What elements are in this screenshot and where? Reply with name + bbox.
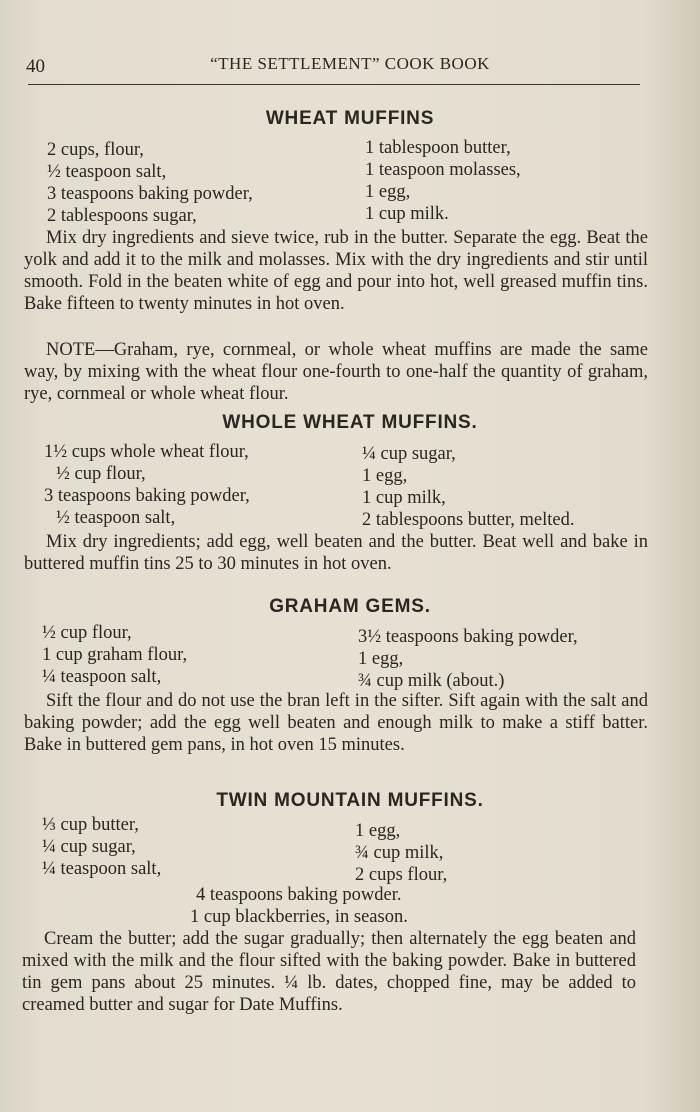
ingredient: ¼ teaspoon salt, xyxy=(42,859,162,879)
ingredient: 3 teaspoons baking powder, xyxy=(44,486,250,506)
recipe-title-whole-wheat-muffins: WHOLE WHEAT MUFFINS. xyxy=(222,412,478,433)
ingredient: 1 tablespoon butter, xyxy=(365,138,511,158)
ingredient: 1 egg, xyxy=(362,466,408,486)
running-title: “THE SETTLEMENT” COOK BOOK xyxy=(210,54,490,73)
ingredient: ¼ teaspoon salt, xyxy=(42,667,162,687)
ingredient: 4 teaspoons baking powder. xyxy=(196,885,402,905)
ingredient: ½ teaspoon salt, xyxy=(56,508,176,528)
ingredient: 1 teaspoon molasses, xyxy=(365,160,521,180)
ingredient: 1 cup blackberries, in season. xyxy=(190,907,408,927)
ingredient: 2 cups, flour, xyxy=(47,140,144,160)
recipe-directions: Mix dry ingredients and sieve twice, rub in the butter. Separate the egg. Beat the yolk and add it to the milk and molasses. Mix with the dry ingredients and stir until smooth. Fold in the beaten white of egg and pour into hot, well greased muffin tins. Bake fifteen to twenty minutes in hot oven. xyxy=(24,228,648,314)
header-rule xyxy=(28,84,640,86)
ingredient: ¾ cup milk, xyxy=(355,843,444,863)
ingredient: 1 egg, xyxy=(358,649,404,669)
ingredient: 1 cup milk, xyxy=(362,488,446,508)
ingredient: ½ cup flour, xyxy=(42,623,132,643)
recipe-directions: Cream the butter; add the sugar gradually; then alternately the egg beaten and mixed with the milk and the flour sifted with the baking powder. Bake in buttered tin gem pans about 25 minutes. ¼ lb. dates, chopped fine, may be added to creamed butter and sugar for Date Muffins. xyxy=(22,929,636,1015)
page-number: 40 xyxy=(26,56,45,77)
ingredient: 2 cups flour, xyxy=(355,865,448,885)
ingredient: 1 egg, xyxy=(365,182,411,202)
ingredient: ¾ cup milk (about.) xyxy=(358,671,505,691)
recipe-directions: Mix dry ingredients; add egg, well beaten and the butter. Beat well and bake in buttered muffin tins 25 to 30 minutes in hot oven. xyxy=(24,532,648,574)
ingredient: ¼ cup sugar, xyxy=(42,837,136,857)
recipe-title-wheat-muffins: WHEAT MUFFINS xyxy=(265,108,435,129)
ingredient: ¼ cup sugar, xyxy=(362,444,456,464)
ingredient: ½ cup flour, xyxy=(56,464,146,484)
recipe-note: NOTE—Graham, rye, cornmeal, or whole wheat muffins are made the same way, by mixing with the wheat flour one-fourth to one-half the quantity of graham, rye, cornmeal or whole wheat flour. xyxy=(24,340,648,404)
ingredient: ⅓ cup butter, xyxy=(42,815,139,835)
ingredient: 1 cup milk. xyxy=(365,204,449,224)
recipe-title-graham-gems: GRAHAM GEMS. xyxy=(269,596,431,617)
ingredient: ½ teaspoon salt, xyxy=(47,162,167,182)
ingredient: 3½ teaspoons baking powder, xyxy=(358,627,578,647)
recipe-title-twin-mountain-muffins: TWIN MOUNTAIN MUFFINS. xyxy=(216,790,484,811)
ingredient: 1 cup graham flour, xyxy=(42,645,188,665)
ingredient: 1 egg, xyxy=(355,821,401,841)
ingredient: 2 tablespoons sugar, xyxy=(47,206,197,226)
ingredient: 1½ cups whole wheat flour, xyxy=(44,442,249,462)
ingredient: 3 teaspoons baking powder, xyxy=(47,184,253,204)
ingredient: 2 tablespoons butter, melted. xyxy=(362,510,575,530)
recipe-directions: Sift the flour and do not use the bran left in the sifter. Sift again with the salt and baking powder; add the egg well beaten and enough milk to make a stiff batter. Bake in buttered gem pans, in hot oven 15 minutes. xyxy=(24,691,648,755)
